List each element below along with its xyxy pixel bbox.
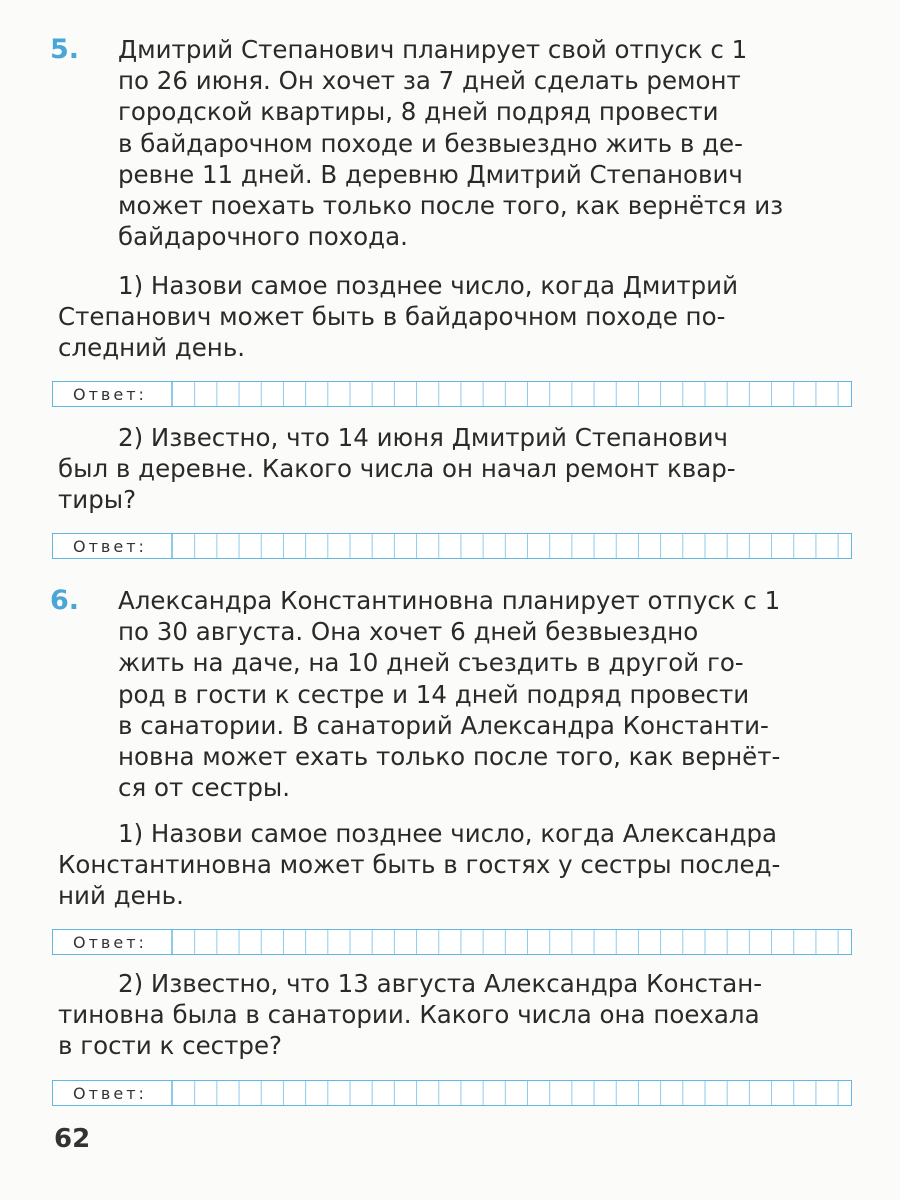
task-5-question-2: [58, 422, 856, 516]
answer-label: Ответ:: [73, 1083, 147, 1103]
answer-label: Ответ:: [73, 932, 147, 952]
text-line: был в деревне. Какого числа он начал ремонт квар-: [58, 454, 736, 484]
answer-cells[interactable]: [171, 382, 851, 406]
text-line: ний день.: [58, 881, 184, 911]
text-line: по 26 июня. Он хочет за 7 дней сделать ремонт: [118, 66, 741, 96]
task-6-question-2: [58, 968, 856, 1062]
text-line: новна может ехать только после того, как вернёт-: [118, 742, 781, 772]
answer-label: Ответ:: [73, 384, 147, 404]
text-line: жить на даче, на 10 дней съездить в другой го-: [118, 648, 744, 678]
text-line: ся от сестры.: [118, 773, 291, 803]
text-line: в байдарочном походе и безвыездно жить в де-: [118, 128, 743, 158]
text-line: следний день.: [58, 333, 246, 363]
text-line: Степанович может быть в байдарочном походе по-: [58, 302, 726, 332]
text-line: тиры?: [58, 485, 137, 515]
task-5-number: 5.: [50, 34, 80, 65]
answer-label: Ответ:: [73, 536, 147, 556]
answer-field-6-1[interactable]: [52, 929, 852, 955]
text-line: Дмитрий Степанович планирует свой отпуск с 1: [118, 35, 748, 64]
text-line: 1) Назови самое позднее число, когда Дмитрий: [118, 271, 738, 300]
page-number: 62: [54, 1124, 91, 1154]
text-line: по 30 августа. Она хочет 6 дней безвыездно: [118, 617, 699, 647]
text-line: в гости к сестре?: [58, 1031, 283, 1061]
answer-field-5-2[interactable]: [52, 533, 852, 559]
text-line: Александра Константиновна планирует отпуск с 1: [118, 586, 781, 615]
answer-cells[interactable]: [171, 930, 851, 954]
text-line: Константиновна может быть в гостях у сестры послед-: [58, 850, 781, 880]
task-5-question-1: [58, 270, 856, 364]
text-line: 1) Назови самое позднее число, когда Александра: [118, 819, 778, 848]
task-5-text: [118, 34, 856, 252]
text-line: городской квартиры, 8 дней подряд провести: [118, 97, 719, 127]
text-line: 2) Известно, что 14 июня Дмитрий Степанович: [118, 423, 729, 452]
answer-field-6-2[interactable]: [52, 1080, 852, 1106]
text-line: может поехать только после того, как вернётся из: [118, 191, 784, 221]
task-6-text: [118, 585, 856, 803]
text-line: тиновна была в санатории. Какого числа она поехала: [58, 1000, 760, 1030]
text-line: 2) Известно, что 13 августа Александра Констан-: [118, 969, 763, 998]
text-line: байдарочного похода.: [118, 222, 408, 252]
text-line: род в гости к сестре и 14 дней подряд провести: [118, 679, 750, 709]
answer-cells[interactable]: [171, 534, 851, 558]
text-line: ревне 11 дней. В деревню Дмитрий Степанович: [118, 159, 743, 189]
text-line: в санатории. В санаторий Александра Константи-: [118, 710, 769, 740]
task-6-question-1: [58, 818, 856, 912]
answer-field-5-1[interactable]: [52, 381, 852, 407]
answer-cells[interactable]: [171, 1081, 851, 1105]
task-6-number: 6.: [50, 585, 80, 616]
